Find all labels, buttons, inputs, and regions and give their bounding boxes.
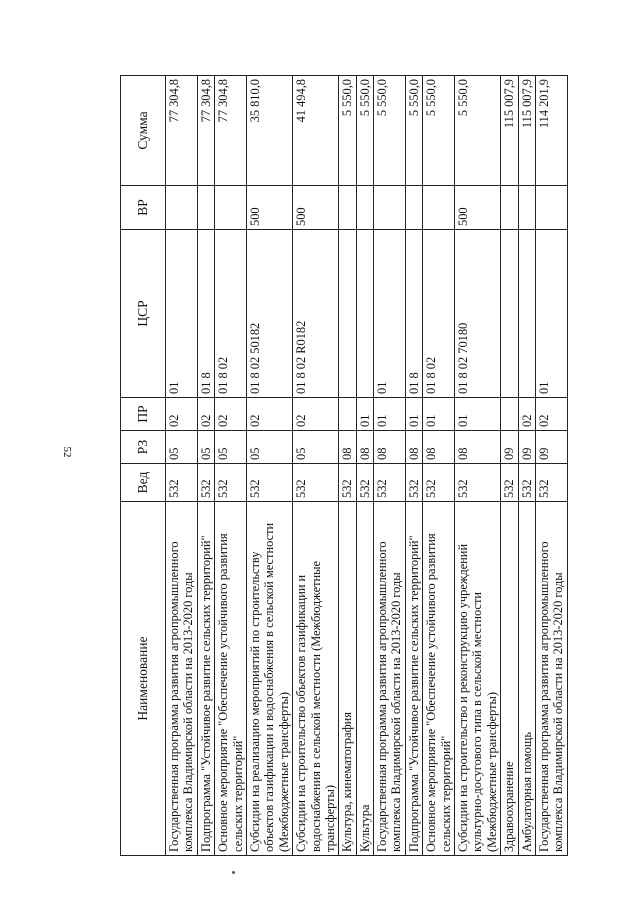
- cell-ved: 532: [405, 464, 422, 502]
- cell-sum: 77 304,8: [215, 76, 247, 186]
- cell-name: Субсидии на реализацию мероприятий по строительству объектов газификации и водоснабжения в сельской местности (Межбюджетные трансферты): [246, 502, 292, 856]
- cell-ved: 532: [374, 464, 406, 502]
- cell-rz: 08: [374, 431, 406, 464]
- cell-name: Государственная программа развития агропромышленного комплекса Владимирской области на 2013-2020 годы: [374, 502, 406, 856]
- budget-table: [120, 75, 568, 856]
- table-row: [197, 76, 214, 856]
- scan-speck: [232, 871, 235, 874]
- header-pr: ПР: [121, 398, 166, 431]
- cell-name: Здравоохранение: [501, 502, 518, 856]
- cell-name: Культура, кинематография: [339, 502, 356, 856]
- cell-rz: 09: [535, 431, 567, 464]
- cell-name: Государственная программа развития агропромышленного комплекса Владимирской области на 2013-2020 годы: [535, 502, 567, 856]
- cell-csr: [339, 230, 356, 398]
- cell-vr: 500: [455, 186, 501, 230]
- cell-sum: 5 550,0: [455, 76, 501, 186]
- cell-vr: [518, 186, 535, 230]
- cell-ved: 532: [518, 464, 535, 502]
- cell-name: Подпрограмма "Устойчивое развитие сельских территорий": [405, 502, 422, 856]
- cell-csr: 01 8 02 50182: [246, 230, 292, 398]
- cell-csr: 01 8 02: [215, 230, 247, 398]
- table-row: [518, 76, 535, 856]
- cell-csr: 01 8 02 R0182: [293, 230, 339, 398]
- header-name: Наименование: [121, 502, 166, 856]
- cell-name: Основное мероприятие "Обеспечение устойчивого развития сельских территорий": [215, 502, 247, 856]
- cell-sum: 115 007,9: [501, 76, 518, 186]
- page-number: 52: [61, 446, 73, 458]
- cell-csr: 01 8 02 70180: [455, 230, 501, 398]
- cell-vr: [166, 186, 198, 230]
- cell-name: Культура: [356, 502, 373, 856]
- cell-sum: 114 201,9: [535, 76, 567, 186]
- cell-rz: 05: [197, 431, 214, 464]
- cell-sum: 5 550,0: [339, 76, 356, 186]
- header-vr: ВР: [121, 186, 166, 230]
- cell-pr: 01: [455, 398, 501, 431]
- cell-rz: 08: [356, 431, 373, 464]
- cell-name: Амбулаторная помощь: [518, 502, 535, 856]
- cell-sum: 35 810,0: [246, 76, 292, 186]
- cell-ved: 532: [246, 464, 292, 502]
- cell-vr: [535, 186, 567, 230]
- cell-pr: [339, 398, 356, 431]
- cell-pr: 02: [246, 398, 292, 431]
- cell-csr: 01: [166, 230, 198, 398]
- table-row: [535, 76, 567, 856]
- cell-ved: 532: [339, 464, 356, 502]
- cell-ved: 532: [356, 464, 373, 502]
- cell-vr: 500: [293, 186, 339, 230]
- cell-csr: [518, 230, 535, 398]
- cell-csr: 01 8: [405, 230, 422, 398]
- header-sum: Сумма: [121, 76, 166, 186]
- cell-vr: [423, 186, 455, 230]
- header-rz: РЗ: [121, 431, 166, 464]
- cell-pr: 01: [405, 398, 422, 431]
- cell-rz: 05: [215, 431, 247, 464]
- cell-rz: 08: [455, 431, 501, 464]
- cell-sum: 41 494,8: [293, 76, 339, 186]
- cell-rz: 05: [166, 431, 198, 464]
- cell-csr: 01 8: [197, 230, 214, 398]
- cell-rz: 05: [246, 431, 292, 464]
- cell-ved: 532: [197, 464, 214, 502]
- cell-sum: 5 550,0: [356, 76, 373, 186]
- cell-rz: 08: [405, 431, 422, 464]
- cell-pr: 02: [197, 398, 214, 431]
- cell-vr: [356, 186, 373, 230]
- cell-vr: [374, 186, 406, 230]
- cell-ved: 532: [501, 464, 518, 502]
- table-row: [166, 76, 198, 856]
- cell-ved: 532: [535, 464, 567, 502]
- cell-rz: 09: [518, 431, 535, 464]
- cell-name: Субсидии на строительство и реконструкцию учреждений культурно-досугового типа в сельской местности (Межбюджетные трансферты): [455, 502, 501, 856]
- cell-name: Государственная программа развития агропромышленного комплекса Владимирской области на 2013-2020 годы: [166, 502, 198, 856]
- cell-vr: 500: [246, 186, 292, 230]
- cell-vr: [501, 186, 518, 230]
- table-row: [501, 76, 518, 856]
- table-row: [293, 76, 339, 856]
- cell-sum: 5 550,0: [405, 76, 422, 186]
- cell-ved: 532: [293, 464, 339, 502]
- cell-ved: 532: [455, 464, 501, 502]
- cell-sum: 115 007,9: [518, 76, 535, 186]
- table-header-row: [121, 76, 166, 856]
- cell-sum: 5 550,0: [423, 76, 455, 186]
- header-ved: Вед: [121, 464, 166, 502]
- cell-csr: 01: [374, 230, 406, 398]
- cell-pr: 02: [535, 398, 567, 431]
- cell-rz: 08: [423, 431, 455, 464]
- cell-csr: [501, 230, 518, 398]
- cell-name: Основное мероприятие "Обеспечение устойчивого развития сельских территорий": [423, 502, 455, 856]
- table-row: [455, 76, 501, 856]
- cell-vr: [405, 186, 422, 230]
- cell-ved: 532: [166, 464, 198, 502]
- cell-pr: 01: [423, 398, 455, 431]
- table-row: [356, 76, 373, 856]
- cell-sum: 5 550,0: [374, 76, 406, 186]
- table-row: [246, 76, 292, 856]
- cell-rz: 05: [293, 431, 339, 464]
- cell-pr: 02: [518, 398, 535, 431]
- table-row: [215, 76, 247, 856]
- cell-pr: 01: [356, 398, 373, 431]
- cell-vr: [197, 186, 214, 230]
- cell-name: Субсидии на строительство объектов газификации и водоснабжения в сельской местности (Межбюджетные трансферты): [293, 502, 339, 856]
- cell-pr: [501, 398, 518, 431]
- table-row: [374, 76, 406, 856]
- cell-csr: 01 8 02: [423, 230, 455, 398]
- table-row: [423, 76, 455, 856]
- table-body: [166, 76, 568, 856]
- rotated-page: [120, 76, 607, 856]
- cell-ved: 532: [423, 464, 455, 502]
- cell-vr: [339, 186, 356, 230]
- cell-ved: 532: [215, 464, 247, 502]
- cell-name: Подпрограмма "Устойчивое развитие сельских территорий": [197, 502, 214, 856]
- cell-rz: 09: [501, 431, 518, 464]
- cell-vr: [215, 186, 247, 230]
- table-row: [405, 76, 422, 856]
- cell-pr: 02: [293, 398, 339, 431]
- cell-rz: 08: [339, 431, 356, 464]
- cell-sum: 77 304,8: [166, 76, 198, 186]
- header-csr: ЦСР: [121, 230, 166, 398]
- cell-csr: [356, 230, 373, 398]
- cell-csr: 01: [535, 230, 567, 398]
- cell-sum: 77 304,8: [197, 76, 214, 186]
- table-row: [339, 76, 356, 856]
- cell-pr: 02: [166, 398, 198, 431]
- cell-pr: 01: [374, 398, 406, 431]
- cell-pr: 02: [215, 398, 247, 431]
